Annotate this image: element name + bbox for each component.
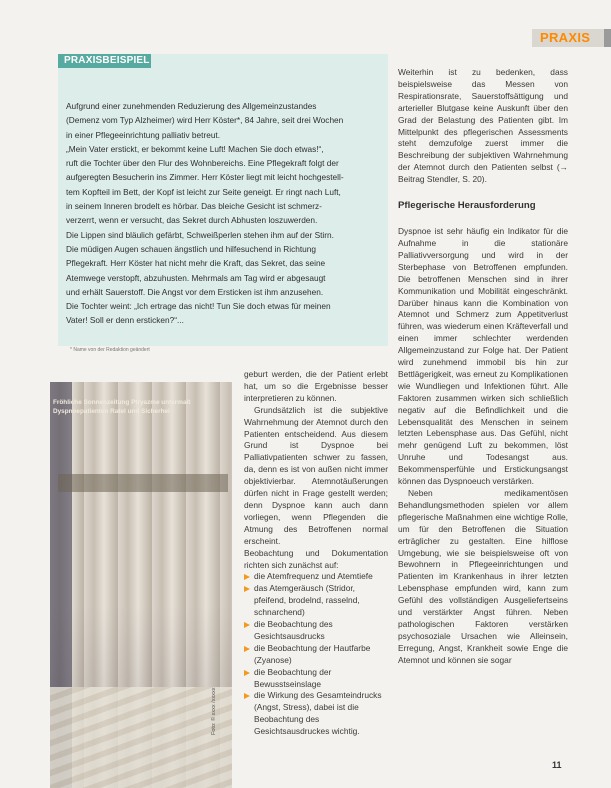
body-paragraph: Neben medikamentösen Behandlungsmethoden spielen vor allem pflegerische Maßnahmen eine wichtige Rolle, um für den Betroffenen die Situation erträglicher zu gestalten. Eine hilflose Umgebung, wie sie beispielsweise oft von Bewohnern in Pflegeeinrichtungen und Patienten im Krankenhaus in ihrer letzten Lebensphase empfunden wird, kann zum Gefühl des vollständigen Ausgeliefertseins und verstärkter Angst führen. Neben pathologischen Faktoren verstärken psychosoziale Ursachen wie Alleinsein, Erregung, Angst, Krankheit sowie Enge die Atemnot und können sie sogar: [398, 488, 568, 665]
list-item: die Wirkung des Gesamteindrucks (Angst, Stress), dabei ist die Beobachtung des Gesichtsausdruckes wichtig.: [244, 690, 388, 738]
photo-caption-band: [58, 474, 228, 492]
right-column: [398, 67, 568, 667]
section-heading: Pflegerische Herausforderung: [398, 200, 536, 212]
box-line: in seinem Inneren brodelt es hörbar. Das bleiche Gesicht ist schmerz-: [66, 201, 322, 212]
box-line: verzerrt, wenn er versucht, das Sekret durch Abhusten loszuwerden.: [66, 215, 318, 226]
box-line: (Demenz vom Typ Alzheimer) wird Herr Köster*, 84 Jahre, seit drei Wochen: [66, 115, 344, 126]
list-item: die Atemfrequenz und Atemtiefe: [244, 571, 388, 583]
box-line: Die Tochter weint: „Ich ertrage das nicht! Tun Sie doch etwas für meinen: [66, 301, 331, 312]
photo-bedsheet: [50, 687, 232, 788]
list-item: die Beobachtung des Gesichtsausdrucks: [244, 619, 388, 643]
box-line: Vater! Soll er denn ersticken?“...: [66, 315, 184, 326]
box-line: Aufgrund einer zunehmenden Reduzierung des Allgemeinzustandes: [66, 101, 317, 111]
practice-example-text: [66, 99, 382, 328]
practice-example-label: PRAXISBEISPIEL: [58, 54, 151, 68]
body-paragraph: Dyspnoe ist sehr häufig ein Indikator für die Aufnahme in die stationäre Palliativversorgung und wird in der Sterbephase von Betroffenen empfunden. Die betroffenen Menschen sind in ihrer Kommunikation und Mobilität eingeschränkt. Darüber hinaus kann die Kombination von Atemnot und Schmerz zum Appetitverlust führen, was wiederum einen Kräfteverfall und einen immer schlechter werdenden Allgemeinzustand zur Folge hat. Der Patient wird zunehmend immobil bis hin zur Bettlägerigkeit, was erneut zu Komplikationen wie Wundliegen und Infektionen führt. Alle Faktoren zusammen wirken sich schließlich negativ auf die Befindlichkeit und die Lebensqualität des Menschen in seinem letzten Lebensphase aus. Das Gefühl, nicht mehr genügend Luft zu bekommen, löst Unruhe und Todesangst aus. Bekommensperfühle und Erstickungsangst können das Dyspnoeuch verstärken.: [398, 226, 568, 487]
observation-list: [244, 571, 388, 738]
patient-photo: [50, 382, 232, 788]
section-tag: [532, 29, 611, 47]
section-tag-bar: [604, 29, 611, 47]
section-title: PRAXIS: [540, 30, 591, 45]
box-line: und erhält Sauerstoff. Die Angst vor dem Ersticken ist ihm anzusehen.: [66, 286, 324, 297]
box-line: aufgeregten Besucherin ins Zimmer. Herr Köster liegt mit leicht hochgestell-: [66, 172, 344, 183]
photo-caption-line: Dyspnoepatienten Ratel und Sicherhei: [53, 408, 170, 415]
box-line: Pflegekraft. Herr Köster hat nicht mehr die Kraft, das Sekret, das seine: [66, 258, 326, 269]
box-line: in einer Pflegeeinrichtung palliativ betreut.: [66, 129, 221, 140]
body-paragraph: Weiterhin ist zu bedenken, dass beispielsweise das Messen von Respirationsrate, Sauerstoffsättigung und arterieller Blutgase keine Auskunft über den Grad der Belastung des Patienten gibt. Im Mittelpunkt des pflegerischen Assessments steht demzufolge zuerst immer die Beschreibung der subjektiven Wahrnehmung der Atemnot durch den Patienten selbst (→ Beitrag Stendler, S. 20).: [398, 67, 568, 185]
photo-credit: Foto: © xxxx /xxxxx: [211, 687, 217, 735]
box-line: Die müdigen Augen schauen ängstlich und hilfesuchend in Richtung: [66, 243, 317, 254]
photo-caption: [53, 398, 223, 416]
box-line: Die Lippen sind bläulich gefärbt, Schweißperlen stehen ihm auf der Stirn.: [66, 229, 334, 240]
box-footnote: * Name von der Redaktion geändert: [70, 347, 150, 353]
body-paragraph: Grundsätzlich ist die subjektive Wahrnehmung der Atemnot durch den Patienten entscheidend. Aus diesem Grund ist Dyspnoe bei Palliativpatienten schwer zu fassen, da, denn es ist von außen nicht immer objektivierbar. Atemnotäußerungen dürfen nicht in Frage gestellt werden; denn Dyspnoe kann auch dann vorliegen, wenn Pflegenden die Atmung des Betroffenen normal erscheint.: [244, 404, 388, 546]
list-item: die Beobachtung der Bewusstseinslage: [244, 667, 388, 691]
body-paragraph: Beobachtung und Dokumentation richten sich zunächst auf:: [244, 547, 388, 570]
middle-column: [244, 369, 388, 738]
photo-caption-line: Fröhliche Sonnenzeitung Ptryazme untermait: [53, 399, 191, 406]
box-line: Atemwege verstopft, abzuhusten. Mehrmals am Tag wird er abgesaugt: [66, 272, 326, 283]
page-number: 11: [552, 760, 562, 770]
box-line: ruft die Tochter über den Flur des Wohnbereichs. Eine Pflegekraft folgt der: [66, 158, 339, 169]
body-paragraph: geburt werden, die der Patient erlebt hat, um so die Ergebnisse besser interpretieren zu können.: [244, 369, 388, 403]
list-item: die Beobachtung der Hautfarbe (Zyanose): [244, 643, 388, 667]
box-line: tem Kopfteil im Bett, der Kopf ist leicht zur Seite geneigt. Er ringt nach Luft,: [66, 186, 341, 197]
list-item: das Atemgeräusch (Stridor, pfeifend, brodelnd, rasselnd, schnarchend): [244, 583, 388, 619]
box-line: „Mein Vater erstickt, er bekommt keine Luft! Machen Sie doch etwas!“,: [66, 143, 324, 154]
